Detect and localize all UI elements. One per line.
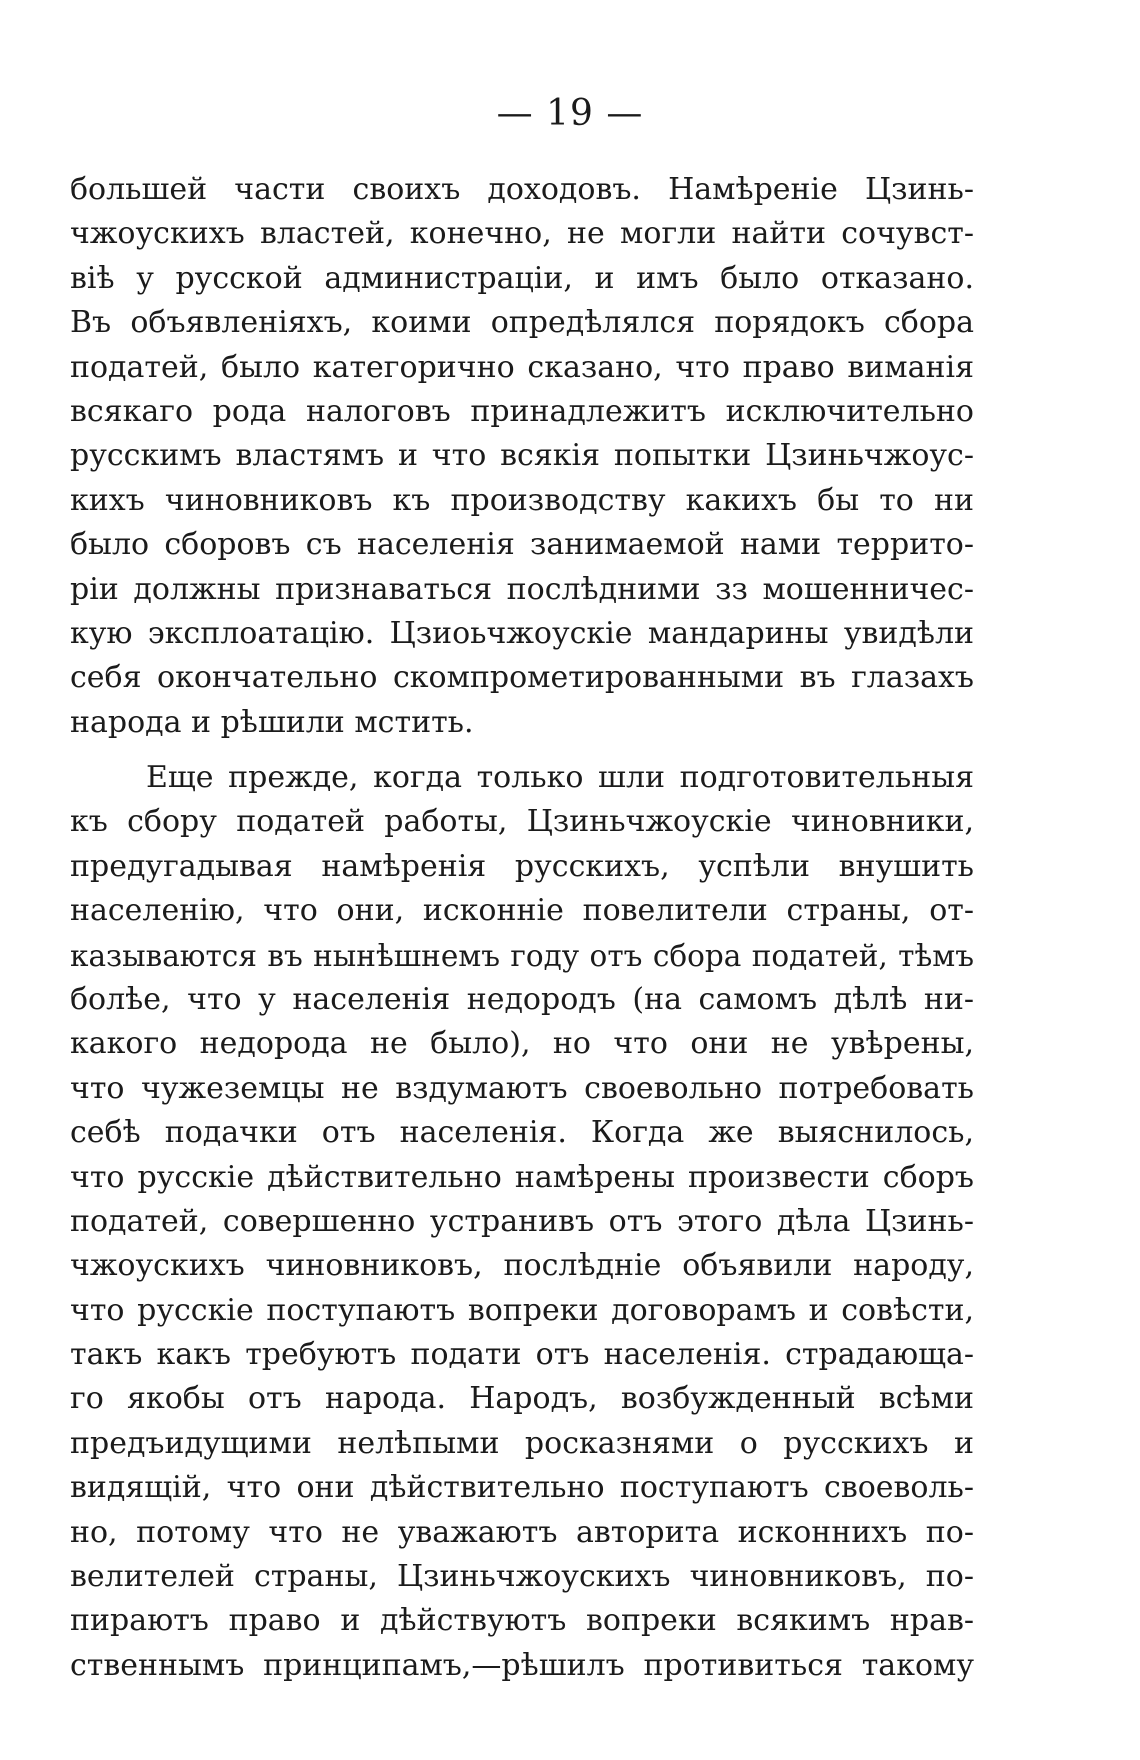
text-line: всякаго рода налоговъ принадлежитъ исключительно (70, 393, 974, 429)
text-line: но, потому что не уважаютъ авторита исконнихъ по- (70, 1514, 974, 1550)
text-line: что русскіе поступаютъ вопреки договорамъ и совѣсти, (70, 1292, 974, 1328)
text-line: такъ какъ требуютъ подати отъ населенія. страдающа- (70, 1337, 974, 1373)
paragraph-1 (70, 168, 974, 745)
text-line: русскимъ властямъ и что всякія попытки Цзиньчжоус- (70, 438, 974, 474)
text-line: віѣ у русской администраціи, и имъ было отказано. (70, 260, 974, 296)
text-line: кихъ чиновниковъ къ производству какихъ бы то ни (70, 482, 974, 518)
text-line: населенію, что они, исконніе повелители страны, от- (70, 893, 974, 929)
text-line: предъидущими нелѣпыми росказнями о русскихъ и (70, 1425, 974, 1461)
text-line: чжоускихъ чиновниковъ, послѣдніе объявили народу, (70, 1248, 974, 1284)
text-line: большей части своихъ доходовъ. Намѣреніе Цзинь- (70, 172, 974, 207)
text-line: податей, совершенно устранивъ отъ этого дѣла Цзинь- (70, 1203, 974, 1239)
text-line: податей, было категорично сказано, что право виманія (70, 349, 974, 385)
text-line: что русскіе дѣйствительно намѣрены произвести сборъ (70, 1159, 974, 1195)
text-line: какого недорода не было), но что они не увѣрены, (70, 1026, 974, 1062)
text-line: пираютъ право и дѣйствуютъ вопреки всякимъ нрав- (70, 1603, 974, 1639)
paragraph-2 (70, 756, 974, 1688)
text-line: ственнымъ принципамъ,—рѣшилъ противиться такому (70, 1647, 974, 1683)
text-line: Еще прежде, когда только шли подготовительныя (146, 760, 974, 795)
page-number: — 19 — (496, 93, 644, 134)
text-line: народа и рѣшили мстить. (70, 704, 474, 740)
text-line: го якобы отъ народа. Народъ, возбужденный всѣми (70, 1381, 974, 1417)
text-line: что чужеземцы не вздумаютъ своевольно потребовать (70, 1070, 974, 1106)
text-line: казываются въ нынѣшнемъ году отъ сбора податей, тѣмъ (70, 938, 974, 973)
text-line: кую эксплоатацію. Цзиоьчжоускіе мандарины увидѣли (70, 615, 974, 651)
text-line: Въ объявленіяхъ, коими опредѣлялся порядокъ сбора (70, 305, 974, 341)
text-line: видящій, что они дѣйствительно поступаютъ своеволь- (70, 1470, 974, 1506)
text-line: себѣ подачки отъ населенія. Когда же выяснилось, (70, 1115, 974, 1151)
text-line: было сборовъ съ населенія занимаемой нами террито- (70, 527, 974, 563)
text-line: ріи должны признаваться послѣдними зз мошенничес- (70, 571, 974, 607)
text-line: себя окончательно скомпрометированными въ глазахъ (70, 660, 974, 696)
text-line: велителей страны, Цзиньчжоускихъ чиновниковъ, по- (70, 1559, 974, 1595)
text-line: болѣе, что у населенія недородъ (на самомъ дѣлѣ ни- (70, 981, 974, 1017)
text-line: къ сбору податей работы, Цзиньчжоускіе чиновники, (70, 804, 974, 840)
text-line: предугадывая намѣренія русскихъ, успѣли внушить (70, 848, 974, 884)
text-line: чжоускихъ властей, конечно, не могли найти сочувст- (70, 216, 974, 252)
